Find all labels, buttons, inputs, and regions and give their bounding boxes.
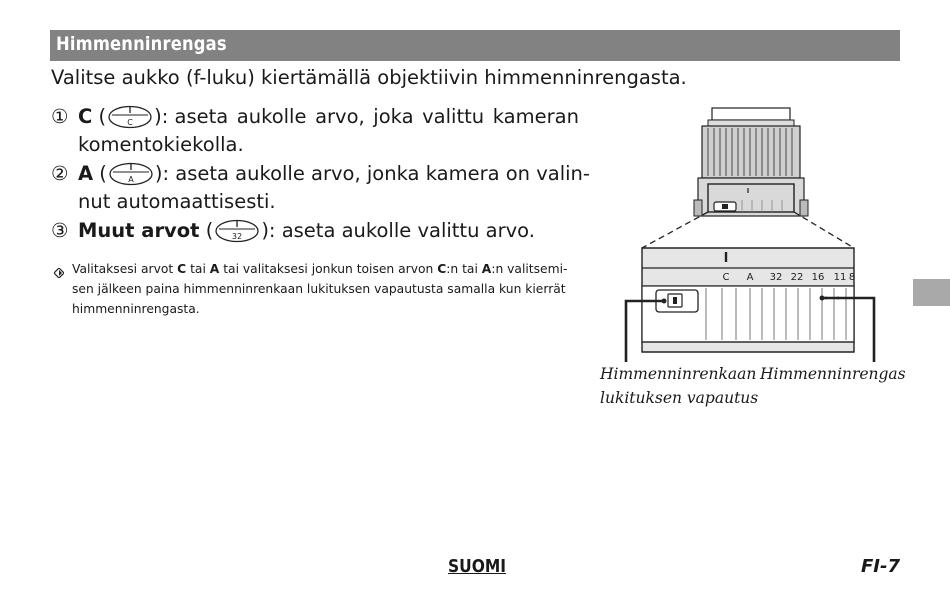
item-line: ): aseta aukolle valittu arvo. <box>261 219 535 242</box>
section-header <box>50 30 900 61</box>
item-word: aukolle <box>236 105 307 128</box>
footer-language: SUOMI <box>448 556 507 577</box>
scale-label: C <box>722 272 730 283</box>
note-text: Valitaksesi arvot <box>72 262 178 276</box>
item-line: nut automaattisesti. <box>78 190 276 213</box>
item-number: ① <box>51 105 69 128</box>
caption-line: Himmenninrenkaan <box>600 365 757 383</box>
item-label: Muut arvot <box>78 219 200 242</box>
scale-label: 22 <box>790 272 804 283</box>
lens-diagram <box>590 100 900 365</box>
note-text: sen jälkeen paina himmenninrenkaan lukituksen vapautusta samalla kun kierrät <box>72 282 566 296</box>
note-text: :n tai <box>446 262 482 276</box>
item-number: ② <box>51 162 69 185</box>
note-bullet-icon <box>54 264 64 284</box>
caption-aperture-ring: Himmenninrengas <box>760 365 906 383</box>
dial-label: 32 <box>232 232 243 241</box>
item-word: valittu <box>422 105 485 128</box>
note-mode: A <box>481 262 492 276</box>
note-mode: C <box>437 262 447 276</box>
caption-line: lukituksen vapautus <box>600 389 759 407</box>
intro-text: Valitse aukko (f-luku) kiertämällä objektiivin himmenninrengasta. <box>51 66 687 89</box>
item-word: joka <box>373 105 414 128</box>
section-tab <box>913 279 950 306</box>
scale-label: A <box>746 272 754 283</box>
item-line: ): aseta aukolle arvo, jonka kamera on valin- <box>154 162 590 185</box>
note-mode: A <box>209 262 220 276</box>
scale-label: 16 <box>811 272 825 283</box>
lens-illustration <box>626 108 874 362</box>
item-label: C <box>78 105 93 128</box>
note-text: :n valitsemi- <box>491 262 568 276</box>
item-word: arvo, <box>315 105 365 128</box>
dial-label: A <box>128 175 134 184</box>
item-label: A <box>78 162 94 185</box>
scale-label: 11 <box>833 272 847 283</box>
page-number: FI-7 <box>861 556 900 577</box>
aperture-dial-icon <box>107 105 153 129</box>
item-line: komentokiekolla. <box>78 133 244 156</box>
section-title: Himmenninrengas <box>56 33 227 55</box>
aperture-dial-icon <box>214 219 260 243</box>
item-word: kameran <box>492 105 579 128</box>
scale-label: 32 <box>769 272 783 283</box>
item-word: ): aseta <box>154 105 229 128</box>
caption-lock-release <box>600 362 758 410</box>
note-text: tai <box>186 262 210 276</box>
note-text: tai valitaksesi jonkun toisen arvon <box>219 262 438 276</box>
scale-label: 8 <box>848 272 856 283</box>
aperture-dial-icon <box>108 162 154 186</box>
note-mode: C <box>177 262 187 276</box>
dial-label: C <box>127 118 133 127</box>
item-number: ③ <box>51 219 69 242</box>
note-text: himmenninrengasta. <box>72 302 200 316</box>
note <box>51 259 579 319</box>
